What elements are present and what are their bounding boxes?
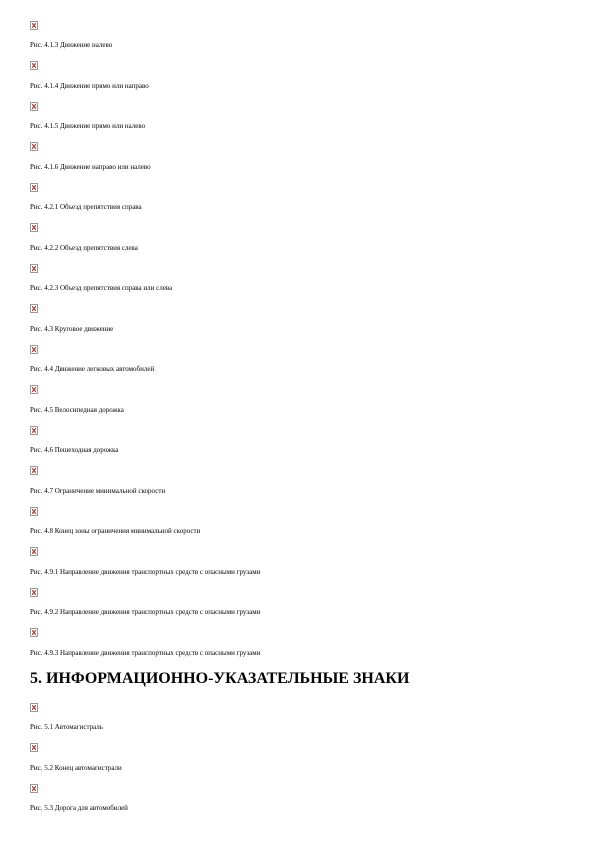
broken-image-icon bbox=[30, 703, 38, 712]
broken-image-icon bbox=[30, 21, 38, 30]
figure-caption: Рис. 4.6 Пешеходная дорожка bbox=[30, 446, 119, 454]
broken-image-icon bbox=[30, 61, 38, 70]
figure-caption: Рис. 4.3 Круговое движение bbox=[30, 325, 114, 333]
figure-caption: Рис. 5.2 Конец автомагистрали bbox=[30, 764, 122, 772]
figure-caption: Рис. 4.2.3 Объезд препятствия справа или слева bbox=[30, 284, 173, 292]
figure-caption: Рис. 4.1.4 Движение прямо или направо bbox=[30, 82, 149, 90]
figure-caption: Рис. 4.4 Движение легковых автомобилей bbox=[30, 365, 155, 373]
section-heading: 5. ИНФОРМАЦИОННО-УКАЗАТЕЛЬНЫЕ ЗНАКИ bbox=[30, 670, 410, 687]
broken-image-icon bbox=[30, 507, 38, 516]
figure-caption: Рис. 4.1.6 Движение направо или налево bbox=[30, 163, 151, 171]
broken-image-icon bbox=[30, 142, 38, 151]
figure-caption: Рис. 4.2.2 Объезд препятствия слева bbox=[30, 244, 138, 252]
figure-caption: Рис. 4.9.3 Направление движения транспортных средств с опасными грузами bbox=[30, 649, 261, 657]
figure-caption: Рис. 5.3 Дорога для автомобилей bbox=[30, 804, 128, 812]
broken-image-icon bbox=[30, 183, 38, 192]
broken-image-icon bbox=[30, 784, 38, 793]
broken-image-icon bbox=[30, 466, 38, 475]
figure-caption: Рис. 4.9.1 Направление движения транспортных средств с опасными грузами bbox=[30, 568, 261, 576]
figure-caption: Рис. 5.1 Автомагистраль bbox=[30, 723, 103, 731]
figure-caption: Рис. 4.9.2 Направление движения транспортных средств с опасными грузами bbox=[30, 608, 261, 616]
broken-image-icon bbox=[30, 743, 38, 752]
figure-caption: Рис. 4.7 Ограничение минимальной скорости bbox=[30, 487, 166, 495]
broken-image-icon bbox=[30, 385, 38, 394]
broken-image-icon bbox=[30, 264, 38, 273]
figure-caption: Рис. 4.2.1 Объезд препятствия справа bbox=[30, 203, 142, 211]
figure-caption: Рис. 4.8 Конец зоны ограничения минимальной скорости bbox=[30, 527, 201, 535]
figure-caption: Рис. 4.1.5 Движение прямо или налево bbox=[30, 122, 146, 130]
broken-image-icon bbox=[30, 426, 38, 435]
broken-image-icon bbox=[30, 588, 38, 597]
broken-image-icon bbox=[30, 102, 38, 111]
broken-image-icon bbox=[30, 547, 38, 556]
broken-image-icon bbox=[30, 628, 38, 637]
figure-caption: Рис. 4.5 Велосипедная дорожка bbox=[30, 406, 124, 414]
figure-caption: Рис. 4.1.3 Движение налево bbox=[30, 41, 113, 49]
broken-image-icon bbox=[30, 345, 38, 354]
broken-image-icon bbox=[30, 223, 38, 232]
broken-image-icon bbox=[30, 304, 38, 313]
